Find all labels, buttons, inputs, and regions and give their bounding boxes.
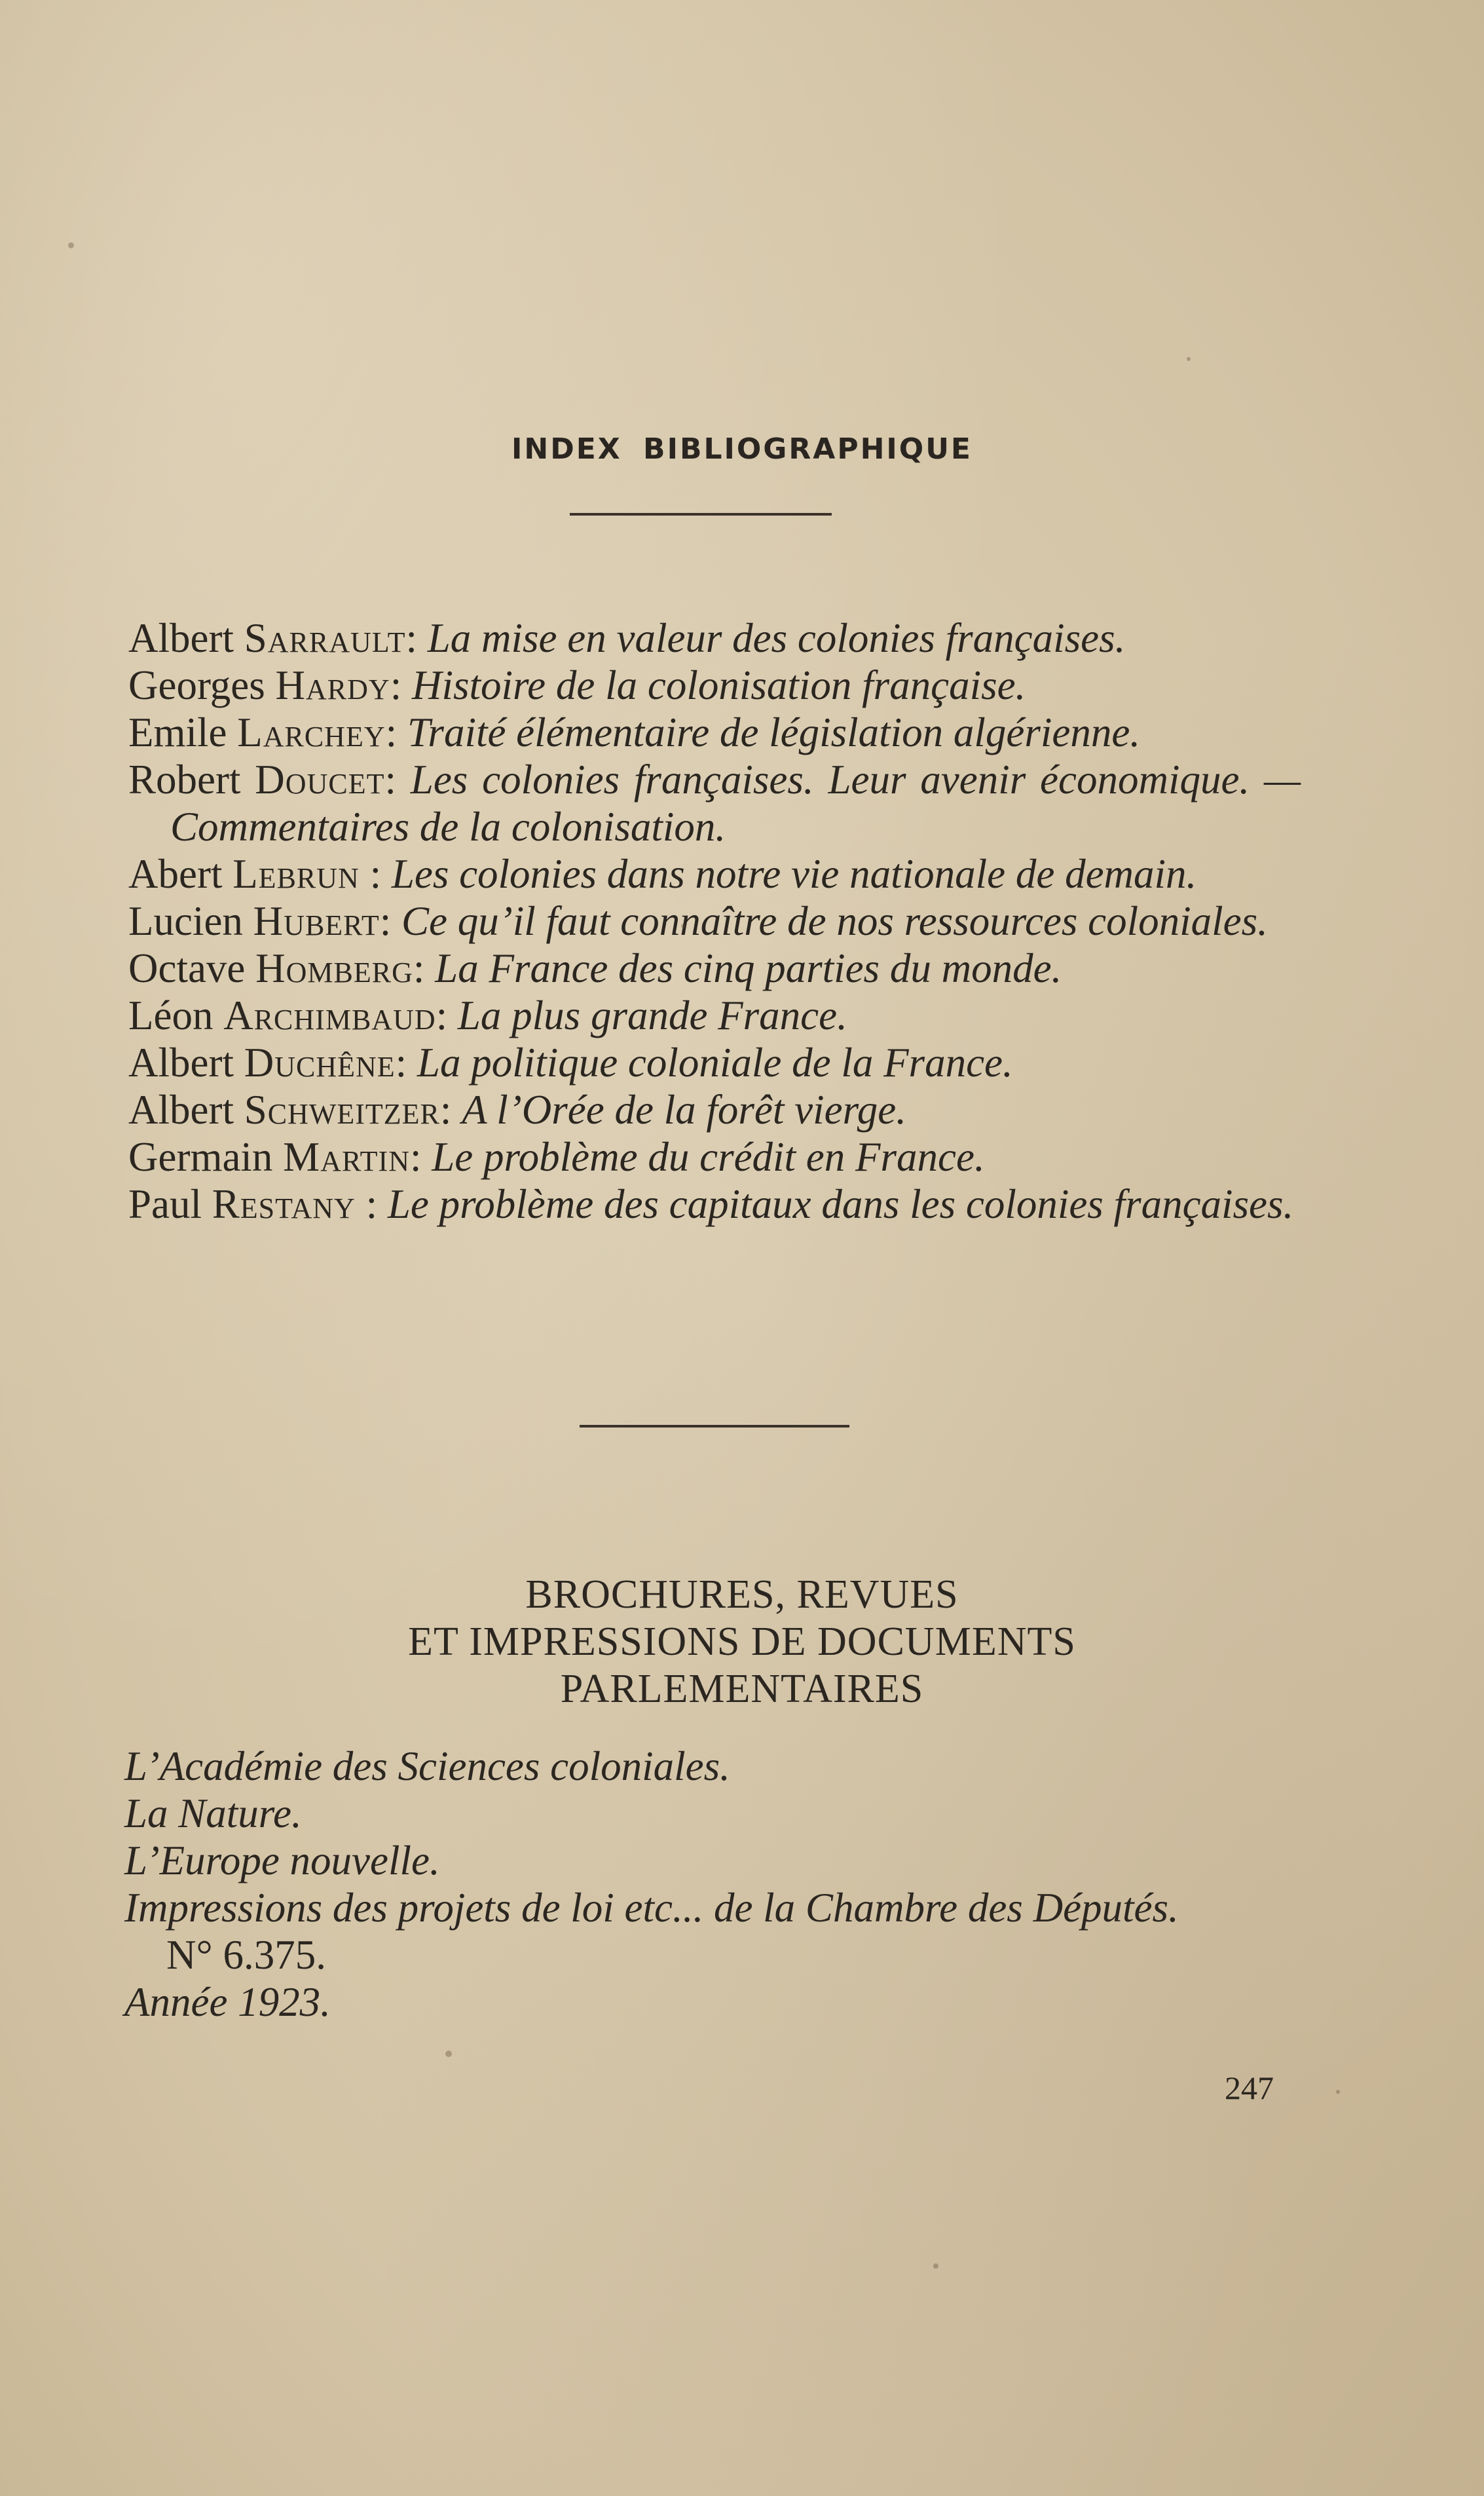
paper-speck [681,924,686,928]
author-first-name: Octave [128,945,246,991]
brochure-item: Année 1923. [124,1979,331,2025]
author-last-name: Schweitzer [244,1087,440,1133]
bibliography-entry [128,1133,1301,1181]
author-first-name: Léon [128,993,213,1038]
work-title: Histoire de la colonisation française. [411,662,1026,708]
author-last-name: Homberg [255,945,413,991]
author-last-name: Restany [212,1181,356,1227]
section-title-line: ET IMPRESSIONS DE DOCUMENTS [408,1619,1076,1664]
author-last-name: Hardy [275,662,390,708]
entry-separator: : [384,757,396,803]
work-title: Ce qu’il faut connaître de nos ressources coloniales. [401,898,1268,944]
bibliography-entry [128,709,1301,756]
brochures-section-title [0,1571,1484,1712]
entry-separator: : [379,898,392,944]
brochure-item-number: N° 6.375. [166,1932,326,1978]
brochure-item: L’Académie des Sciences coloniales. [124,1743,730,1789]
brochures-list [124,1743,1303,2026]
bibliography-list [128,615,1301,1228]
bibliography-entry [128,850,1301,898]
paper-speck [933,2263,938,2269]
entry-separator: : [409,1134,422,1180]
work-title: Traité élémentaire de législation algérienne. [407,709,1141,755]
entry-separator: : [395,1040,407,1086]
author-last-name: Larchey [237,709,386,755]
paper-speck [1336,2090,1340,2094]
bibliography-entry [128,992,1301,1039]
author-first-name: Germain [128,1134,273,1180]
author-last-name: Doucet [255,757,385,803]
bibliography-entry [128,662,1301,709]
page-number: 247 [1225,2070,1274,2106]
work-title: La plus grande France. [457,993,847,1038]
entry-separator: : [359,851,382,897]
work-title: La mise en valeur des colonies françaises. [427,615,1126,661]
author-last-name: Lebrun [232,851,360,897]
entry-separator: : [413,945,425,991]
author-first-name: Albert [128,1087,234,1133]
entry-separator: : [436,993,448,1038]
author-first-name: Robert [128,757,241,803]
work-title: Les colonies françaises. Leur avenir économique. — Commentaires de la colonisation. [170,757,1301,850]
brochure-item: Impressions des projets de loi etc... de la Chambre des Députés. [124,1885,1179,1931]
entry-separator: : [355,1181,378,1227]
work-title: La politique coloniale de la France. [417,1040,1013,1086]
author-first-name: Paul [128,1181,202,1227]
work-title: La France des cinq parties du monde. [435,945,1062,991]
author-last-name: Hubert [253,898,380,944]
bibliography-entry [128,1086,1301,1133]
author-first-name: Emile [128,709,227,755]
bibliography-entry [128,945,1301,992]
author-last-name: Martin [283,1134,410,1180]
entry-separator: : [390,662,402,708]
brochure-item: L’Europe nouvelle. [124,1838,440,1883]
work-title: A l’Orée de la forêt vierge. [462,1087,906,1133]
author-first-name: Lucien [128,898,243,944]
section-rule [580,1425,849,1428]
paper-speck [68,242,74,248]
bibliography-entry [128,1039,1301,1086]
heading-rule [570,513,832,516]
paper-speck [445,2051,452,2057]
author-last-name: Duchêne [244,1040,396,1086]
brochure-item: La Nature. [124,1790,302,1836]
section-title-line: BROCHURES, REVUES [525,1572,959,1617]
bibliography-entry [128,1181,1301,1228]
index-heading: INDEX BIBLIOGRAPHIQUE [511,432,973,466]
author-first-name: Albert [128,1040,234,1086]
author-last-name: Archimbaud [223,993,436,1038]
bibliography-entry [128,615,1301,662]
entry-separator: : [385,709,398,755]
author-first-name: Albert [128,615,234,661]
author-first-name: Abert [128,851,223,897]
author-first-name: Georges [128,662,265,708]
entry-separator: : [405,615,417,661]
section-title-line: PARLEMENTAIRES [560,1667,924,1711]
work-title: Les colonies dans notre vie nationale de demain. [391,851,1197,897]
author-last-name: Sarrault [244,615,406,661]
work-title: Le problème des capitaux dans les colonies françaises. [387,1181,1294,1227]
entry-separator: : [439,1087,452,1133]
bibliography-entry [128,756,1301,850]
bibliography-entry [128,898,1301,945]
work-title: Le problème du crédit en France. [432,1134,985,1180]
paper-speck [1187,357,1191,361]
